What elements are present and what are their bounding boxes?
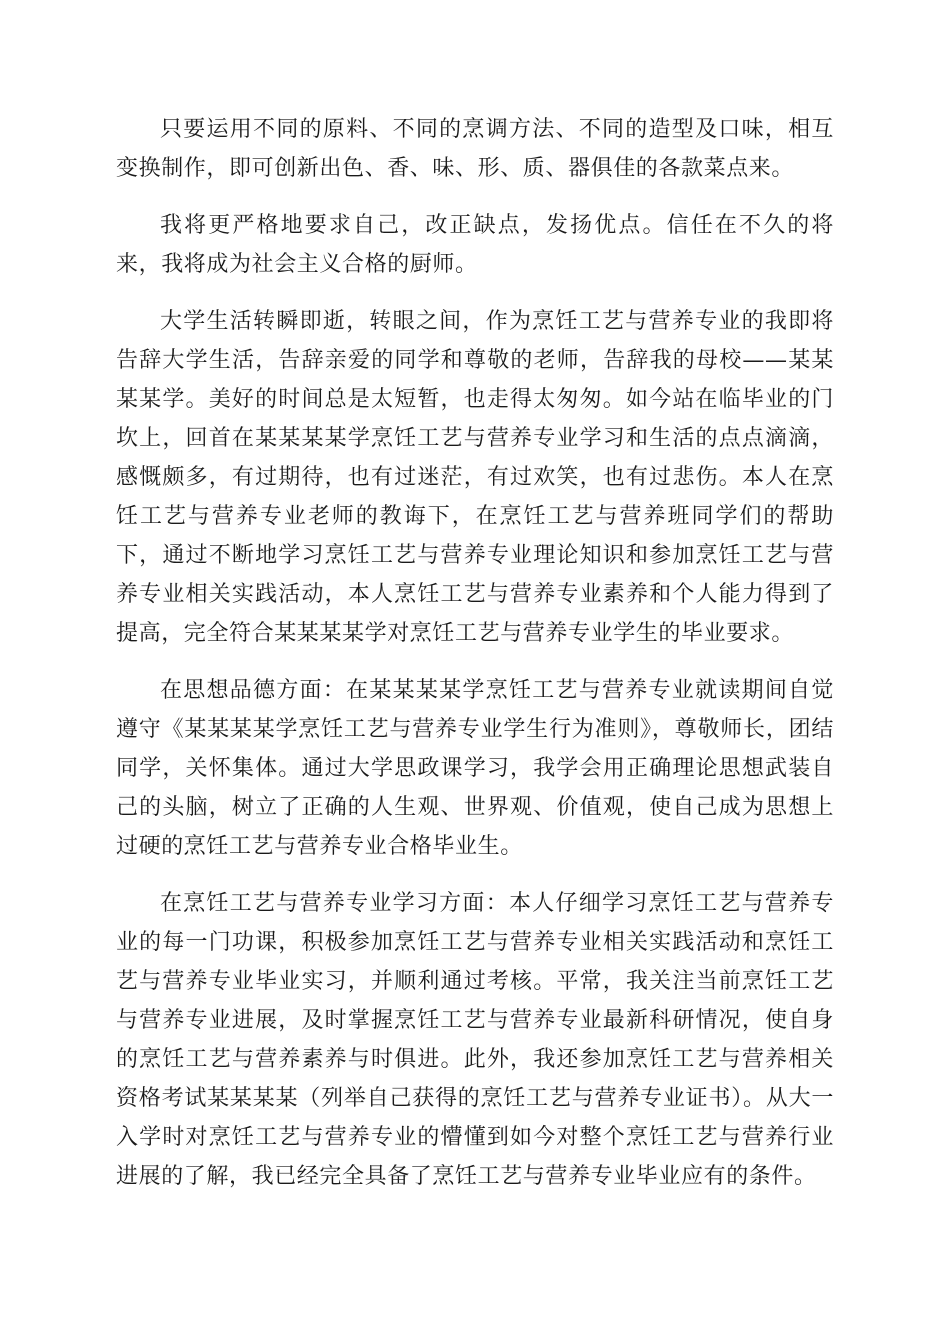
document-body [116, 110, 834, 1214]
paragraph-5: 在烹饪工艺与营养专业学习方面：本人仔细学习烹饪工艺与营养专业的每一门功课，积极参加烹饪工艺与营养专业相关实践活动和烹饪工艺与营养专业毕业实习，并顺利通过考核。平常，我关注当前烹饪工艺与营养专业进展，及时掌握烹饪工艺与营养专业最新科研情况，使自身的烹饪工艺与营养素养与时俱进。此外，我还参加烹饪工艺与营养相关资格考试某某某某（列举自己获得的烹饪工艺与营养专业证书）。从大一入学时对烹饪工艺与营养专业的懵懂到如今对整个烹饪工艺与营养行业进展的了解，我已经完全具备了烹饪工艺与营养专业毕业应有的条件。 [116, 891, 834, 1189]
paragraph-1: 只要运用不同的原料、不同的烹调方法、不同的造型及口味，相互变换制作，即可创新出色、香、味、形、质、器俱佳的各款菜点来。 [116, 117, 834, 181]
paragraph-4: 在思想品德方面：在某某某某学烹饪工艺与营养专业就读期间自觉遵守《某某某某学烹饪工艺与营养专业学生行为准则》，尊敬师长，团结同学，关怀集体。通过大学思政课学习，我学会用正确理论思想武装自己的头脑，树立了正确的人生观、世界观、价值观，使自己成为思想上过硬的烹饪工艺与营养专业合格毕业生。 [116, 678, 834, 859]
paragraph-2: 我将更严格地要求自己，改正缺点，发扬优点。信任在不久的将来，我将成为社会主义合格的厨师。 [116, 213, 834, 277]
paragraph-3: 大学生活转瞬即逝，转眼之间，作为烹饪工艺与营养专业的我即将告辞大学生活，告辞亲爱的同学和尊敬的老师，告辞我的母校——某某某某学。美好的时间总是太短暂，也走得太匆匆。如今站在临毕业的门坎上，回首在某某某某学烹饪工艺与营养专业学习和生活的点点滴滴，感慨颇多，有过期待，也有过迷茫，有过欢笑，也有过悲伤。本人在烹饪工艺与营养专业老师的教诲下，在烹饪工艺与营养班同学们的帮助下，通过不断地学习烹饪工艺与营养专业理论知识和参加烹饪工艺与营养专业相关实践活动，本人烹饪工艺与营养专业素养和个人能力得到了提高，完全符合某某某某学对烹饪工艺与营养专业学生的毕业要求。 [116, 309, 834, 646]
